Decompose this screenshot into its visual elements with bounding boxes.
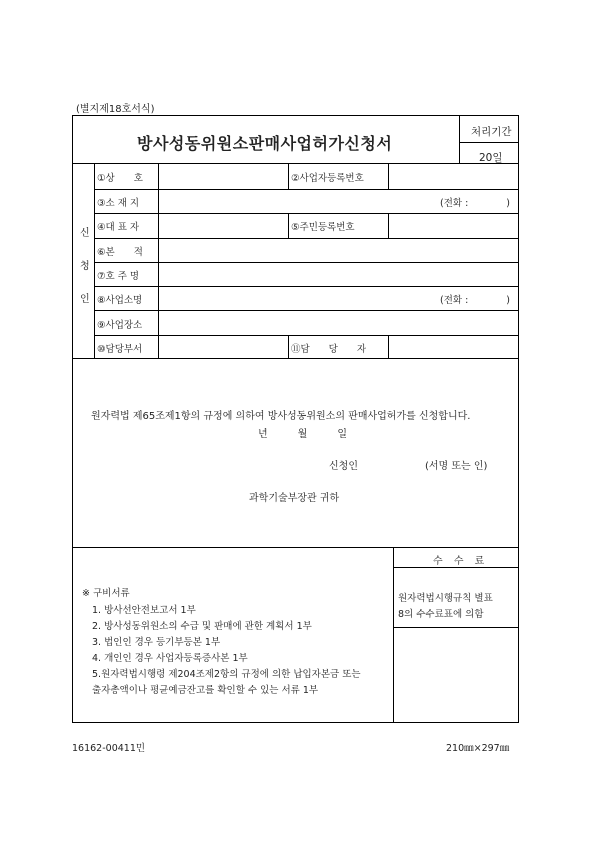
date-line: 년 월 일 — [258, 429, 347, 440]
applicant-label: 신청인 — [329, 461, 358, 472]
fee-header: 수 수 료 — [433, 556, 489, 567]
divider — [94, 335, 519, 336]
domicile-label: ⑥본 적 — [97, 247, 143, 258]
divider — [94, 262, 519, 263]
signature-label: (서명 또는 인) — [425, 461, 488, 472]
office-name-label: ⑧사업소명 — [97, 295, 143, 306]
divider — [393, 567, 519, 568]
form-title: 방사성동위원소판매사업허가신청서 — [137, 134, 393, 153]
divider — [388, 335, 389, 358]
resident-reg-no-label: ⑤주민등록번호 — [291, 222, 355, 233]
address-label: ③소 재 지 — [97, 198, 140, 209]
trade-name-label: ①상 호 — [97, 173, 143, 184]
document-item: 3. 법인인 경우 등기부등본 1부 — [92, 637, 221, 648]
department-label: ⑩담당부서 — [97, 344, 143, 355]
document-item: 출자총액이나 평균예금잔고를 확인할 수 있는 서류 1부 — [92, 685, 319, 696]
divider — [459, 115, 460, 163]
divider — [94, 189, 519, 190]
representative-label: ④대 표 자 — [97, 222, 140, 233]
processing-period-value: 20일 — [479, 152, 503, 164]
divider — [393, 627, 519, 628]
divider — [388, 213, 389, 238]
street-name-label: ⑦호 주 명 — [97, 271, 140, 282]
document-item: 5.원자력법시행령 제204조제2항의 규정에 의한 납입자본금 또는 — [92, 669, 361, 680]
divider — [94, 163, 95, 358]
business-site-label: ⑨사업장소 — [97, 320, 143, 331]
person-in-charge-label: ⑪담 당 자 — [291, 344, 367, 355]
divider — [288, 213, 289, 238]
divider — [94, 213, 519, 214]
form-number: (별지제18호서식) — [76, 104, 155, 115]
documents-header: ※ 구비서류 — [82, 588, 130, 599]
footer-code: 16162-00411민 — [72, 743, 146, 754]
document-item: 2. 방사성동위원소의 수급 및 판매에 관한 계획서 1부 — [92, 621, 312, 632]
divider — [72, 163, 519, 164]
divider — [94, 286, 519, 287]
applicant-side-label: 인 — [80, 294, 90, 305]
applicant-side-label: 신 — [80, 228, 90, 239]
divider — [459, 142, 519, 143]
divider — [158, 163, 159, 358]
fee-text: 8의 수수료표에 의함 — [398, 609, 484, 620]
business-reg-no-label: ②사업자등록번호 — [291, 173, 364, 184]
document-item: 1. 방사선안전보고서 1부 — [92, 605, 196, 616]
phone-label: (전화 : ) — [440, 295, 510, 306]
document-item: 4. 개인인 경우 사업자등록증사본 1부 — [92, 653, 248, 664]
processing-period-label: 처리기간 — [471, 126, 512, 138]
application-statement: 원자력법 제65조제1항의 규정에 의하여 방사성동위원소의 판매사업허가를 신청합니다. — [91, 411, 471, 422]
divider — [388, 163, 389, 189]
divider — [72, 358, 519, 359]
addressee: 과학기술부장관 귀하 — [249, 493, 340, 504]
divider — [288, 335, 289, 358]
divider — [72, 547, 519, 548]
footer-paper-size: 210㎜×297㎜ — [446, 743, 510, 754]
applicant-side-label: 청 — [80, 261, 90, 272]
divider — [288, 163, 289, 189]
divider — [94, 238, 519, 239]
phone-label: (전화 : ) — [440, 198, 510, 209]
divider — [94, 310, 519, 311]
fee-text: 원자력법시행규칙 별표 — [398, 593, 493, 604]
divider — [393, 547, 394, 723]
